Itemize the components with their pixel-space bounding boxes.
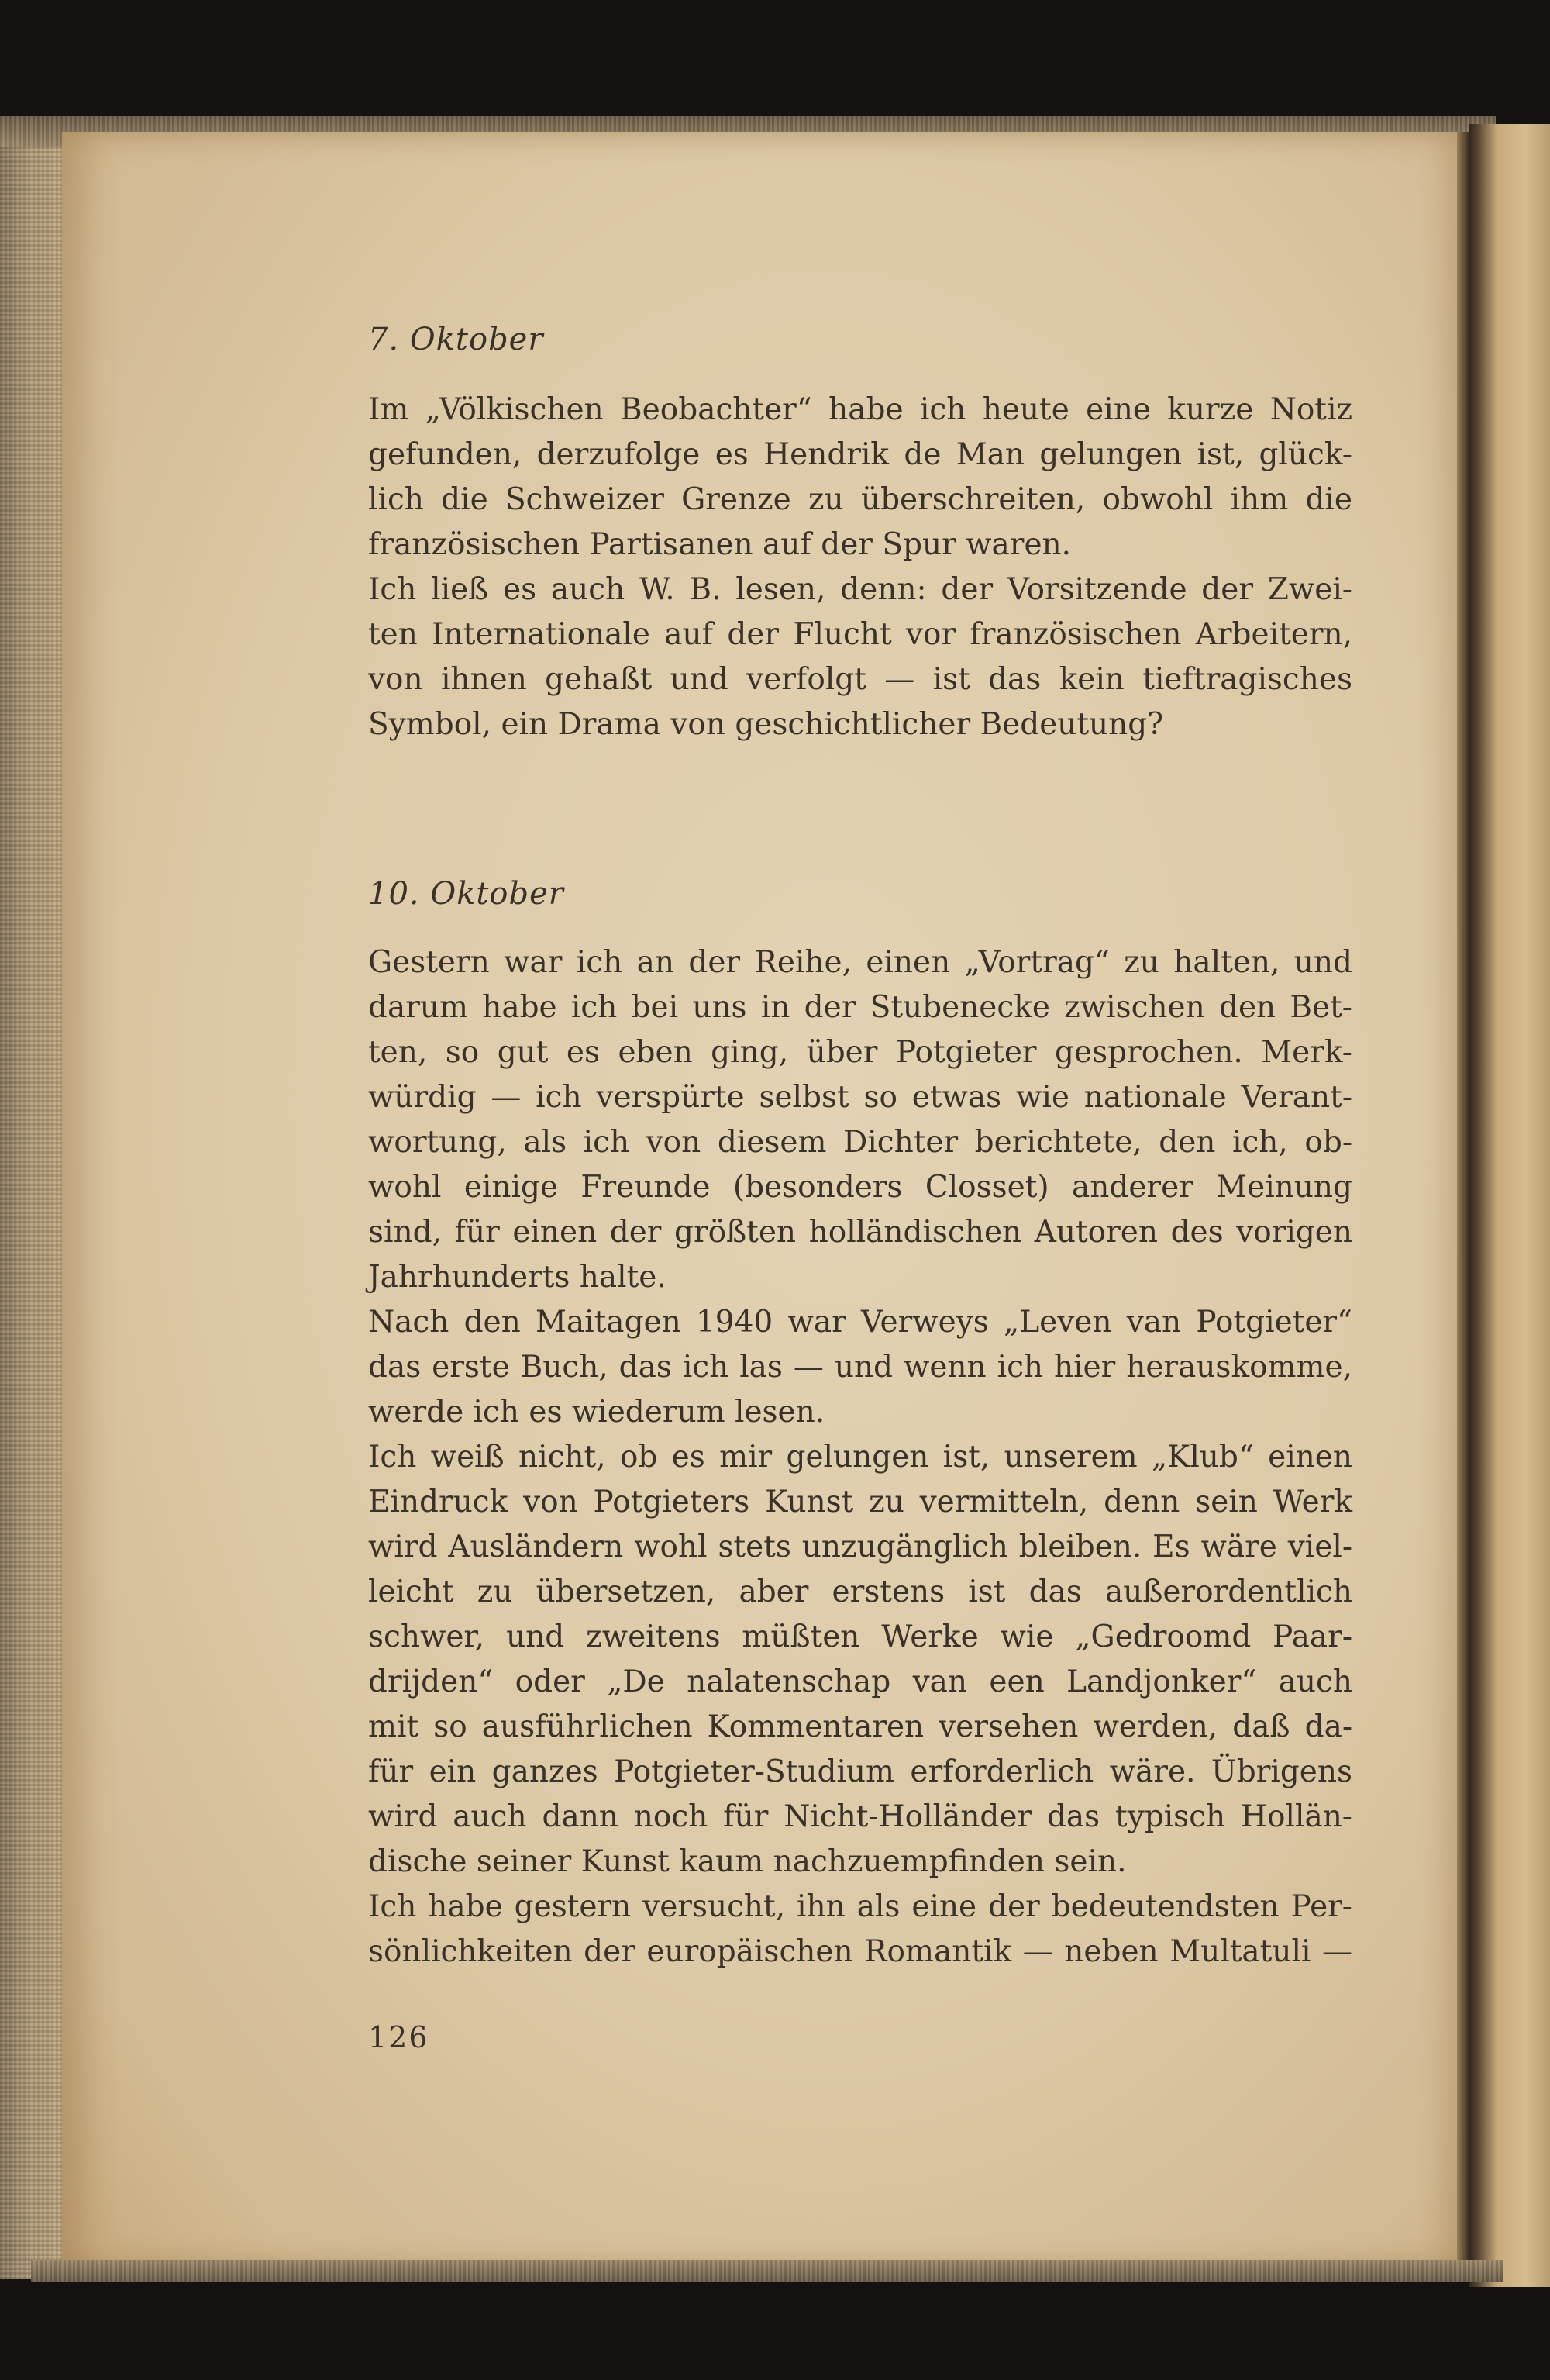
bottom-binding-edge bbox=[31, 2260, 1504, 2282]
text-line: wird Ausländern wohl stets unzugänglich bleiben. Es wäre viel- bbox=[368, 1530, 1352, 1564]
text-line: mit so ausführlichen Kommentaren versehen werden, daß da- bbox=[368, 1709, 1352, 1744]
entry-heading: 7. Oktober bbox=[368, 322, 544, 357]
text-line: dische seiner Kunst kaum nachzuempfinden sein. bbox=[368, 1844, 1127, 1879]
text-line: leicht zu übersetzen, aber erstens ist das außerordentlich bbox=[368, 1575, 1352, 1609]
text-line: Ich ließ es auch W. B. lesen, denn: der Vorsitzende der Zwei- bbox=[368, 572, 1352, 607]
text-line: schwer, und zweitens müßten Werke wie „Gedroomd Paar- bbox=[368, 1619, 1352, 1654]
text-line: wohl einige Freunde (besonders Closset) anderer Meinung bbox=[368, 1170, 1352, 1205]
text-line: Gestern war ich an der Reihe, einen „Vortrag“ zu halten, und bbox=[368, 945, 1352, 980]
text-line: Nach den Maitagen 1940 war Verweys „Leven van Potgieter“ bbox=[368, 1305, 1352, 1340]
text-line: französischen Partisanen auf der Spur waren. bbox=[368, 527, 1072, 562]
entry-heading: 10. Oktober bbox=[368, 876, 564, 912]
text-line: drijden“ oder „De nalatenschap van een Landjonker“ auch bbox=[368, 1664, 1352, 1699]
text-line: Ich habe gestern versucht, ihn als eine der bedeutendsten Per- bbox=[368, 1889, 1352, 1924]
text-line: Jahrhunderts halte. bbox=[368, 1260, 666, 1295]
text-line: sönlichkeiten der europäischen Romantik — neben Multatuli — bbox=[368, 1934, 1352, 1969]
text-line: lich die Schweizer Grenze zu überschreiten, obwohl ihm die bbox=[368, 482, 1352, 517]
text-line: Eindruck von Potgieters Kunst zu vermitteln, denn sein Werk bbox=[368, 1485, 1352, 1519]
text-line: würdig — ich verspürte selbst so etwas wie nationale Verant- bbox=[368, 1080, 1352, 1115]
text-line: wird auch dann noch für Nicht-Holländer das typisch Hollän- bbox=[368, 1799, 1352, 1834]
text-line: von ihnen gehaßt und verfolgt — ist das kein tieftragisches bbox=[368, 662, 1352, 697]
text-line: ten, so gut es eben ging, über Potgieter gesprochen. Merk- bbox=[368, 1035, 1352, 1070]
text-line: ten Internationale auf der Flucht vor französischen Arbeitern, bbox=[368, 617, 1352, 652]
text-line: Symbol, ein Drama von geschichtlicher Bedeutung? bbox=[368, 707, 1164, 742]
text-line: Ich weiß nicht, ob es mir gelungen ist, unserem „Klub“ einen bbox=[368, 1440, 1352, 1475]
text-line: gefunden, derzufolge es Hendrik de Man gelungen ist, glück- bbox=[368, 437, 1352, 472]
text-line: das erste Buch, das ich las — und wenn ich hier herauskomme, bbox=[368, 1350, 1352, 1385]
text-line: Im „Völkischen Beobachter“ habe ich heute eine kurze Notiz bbox=[368, 392, 1352, 427]
page-gutter bbox=[1457, 132, 1469, 2268]
text-line: wortung, als ich von diesem Dichter berichtete, den ich, ob- bbox=[368, 1125, 1352, 1160]
text-line: sind, für einen der größten holländischen Autoren des vorigen bbox=[368, 1215, 1352, 1250]
text-line: werde ich es wiederum lesen. bbox=[368, 1395, 825, 1430]
adjacent-page-edge bbox=[1469, 124, 1550, 2287]
text-line: für ein ganzes Potgieter-Studium erforderlich wäre. Übrigens bbox=[368, 1754, 1352, 1789]
page-number: 126 bbox=[368, 2020, 429, 2054]
text-line: darum habe ich bei uns in der Stubenecke zwischen den Bet- bbox=[368, 990, 1352, 1025]
